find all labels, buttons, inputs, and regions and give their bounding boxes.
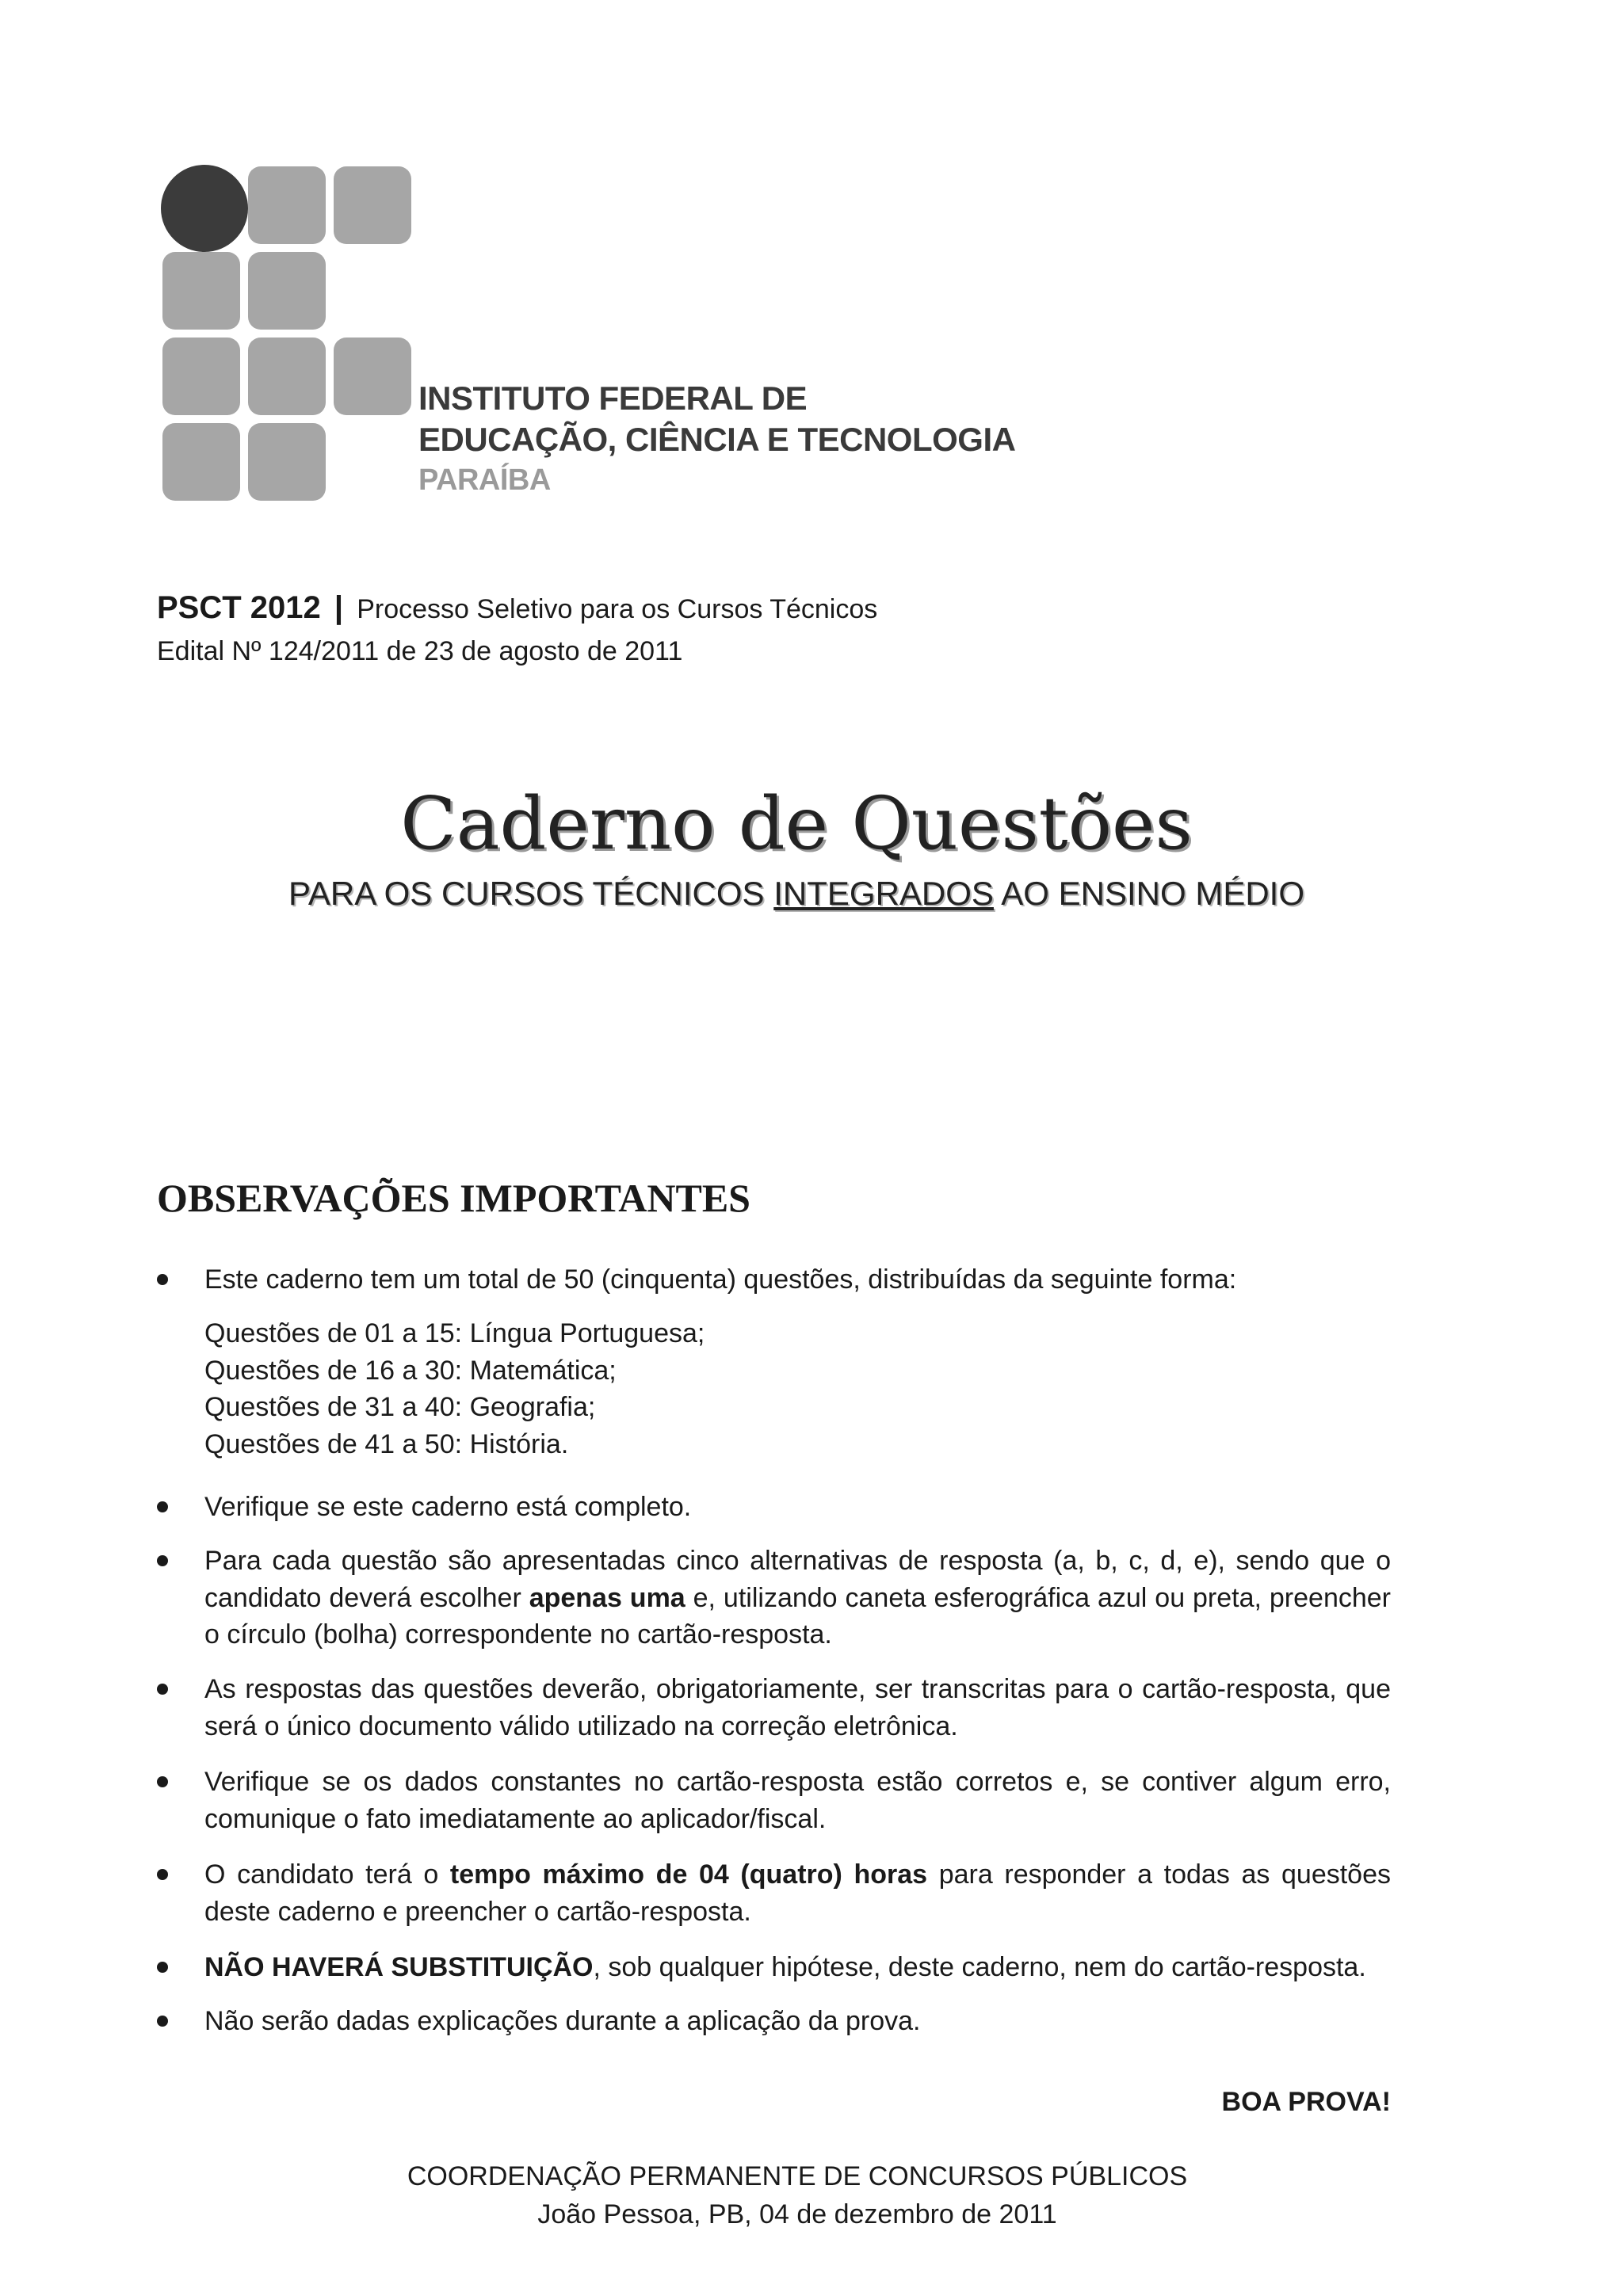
subtitle-underlined: INTEGRADOS: [773, 875, 994, 912]
logo-square: [248, 423, 326, 501]
exam-header: [157, 585, 877, 670]
item6-before: O candidato terá o: [204, 1859, 450, 1890]
document-title: Caderno de Questões: [400, 781, 1193, 866]
document-subtitle: [0, 870, 1593, 917]
footer-place-date: João Pessoa, PB, 04 de dezembro de 2011: [537, 2199, 1057, 2229]
program-line: [157, 585, 877, 632]
observation-item-no-substitution: [204, 1949, 1391, 1986]
program-separator: |: [334, 590, 344, 625]
observation-item-no-explanations: Não serão dadas explicações durante a aplicação da prova.: [204, 2006, 921, 2036]
closing-text: BOA PROVA!: [1221, 2087, 1391, 2117]
bullet-icon: [157, 1501, 168, 1512]
logo-text-line1: INSTITUTO FEDERAL DE: [418, 379, 808, 417]
distribution-item: Questões de 41 a 50: História.: [204, 1428, 569, 1459]
footer-organization: COORDENAÇÃO PERMANENTE DE CONCURSOS PÚBLICOS: [407, 2161, 1188, 2191]
item3-bold: apenas uma: [529, 1582, 685, 1613]
edital-line: Edital Nº 124/2011 de 23 de agosto de 2011: [157, 636, 683, 666]
observation-item-alternatives: [204, 1543, 1391, 1653]
logo-text-line2: EDUCAÇÃO, CIÊNCIA E TECNOLOGIA: [418, 421, 1016, 458]
bullet-icon: [157, 1274, 168, 1285]
program-name: PSCT 2012: [157, 590, 321, 625]
logo-dot-cell: [162, 166, 240, 244]
logo-dark-circle: [161, 165, 248, 252]
item7-bold: NÃO HAVERÁ SUBSTITUIÇÃO: [204, 1952, 594, 1982]
document-footer: [0, 2157, 1594, 2233]
observations-heading: OBSERVAÇÕES IMPORTANTES: [157, 1176, 750, 1220]
logo-square: [248, 338, 326, 415]
item3-after: e, utilizando caneta esferográfica azul ou preta, preencher o círculo (bolha) correspondente no cartão-resposta.: [204, 1582, 1391, 1650]
bullet-icon: [157, 1684, 168, 1695]
observation-item-time: [204, 1856, 1391, 1930]
distribution-item: Questões de 31 a 40: Geografia;: [204, 1392, 596, 1422]
item6-bold: tempo máximo de 04 (quatro) horas: [449, 1859, 928, 1890]
observation-item-check-data: Verifique se os dados constantes no cartão-resposta estão corretos e, se contiver algum erro, comunique o fato imediatamente ao aplicador/fiscal.: [204, 1767, 1391, 1834]
item7-after: , sob qualquer hipótese, deste caderno, nem do cartão-resposta.: [593, 1952, 1366, 1982]
observation-item-verify: Verifique se este caderno está completo.: [204, 1492, 692, 1522]
item3-before: Para cada questão são apresentadas cinco alternativas de resposta (a, b, c, d, e), sendo que o candidato deverá escolher: [204, 1546, 1391, 1613]
logo-square: [334, 338, 411, 415]
subtitle-before: PARA OS CURSOS TÉCNICOS: [288, 875, 774, 912]
distribution-item: Questões de 16 a 30: Matemática;: [204, 1355, 617, 1386]
bullet-icon: [157, 2016, 168, 2027]
bullet-icon: [157, 1869, 168, 1880]
logo-square: [334, 166, 411, 244]
logo-square: [162, 423, 240, 501]
institution-logo: [162, 166, 1034, 507]
bullet-icon: [157, 1776, 168, 1787]
program-description: Processo Seletivo para os Cursos Técnicos: [357, 594, 878, 624]
observation-item-transcribe: As respostas das questões deverão, obrigatoriamente, ser transcritas para o cartão-resposta, que será o único documento válido utilizado na correção eletrônica.: [204, 1674, 1391, 1741]
logo-square: [248, 166, 326, 244]
logo-square: [162, 338, 240, 415]
item6-after: para responder a todas as questões deste caderno e preencher o cartão-resposta.: [204, 1859, 1391, 1927]
logo-square: [162, 252, 240, 330]
bullet-icon: [157, 1962, 168, 1973]
logo-text-line3: PARAÍBA: [418, 463, 551, 497]
subtitle-after: AO ENSINO MÉDIO: [993, 875, 1305, 912]
observation-item-total: Este caderno tem um total de 50 (cinquenta) questões, distribuídas da seguinte forma:: [204, 1264, 1237, 1295]
logo-square: [248, 252, 326, 330]
distribution-item: Questões de 01 a 15: Língua Portuguesa;: [204, 1318, 705, 1348]
question-distribution-list: [204, 1315, 705, 1463]
bullet-icon: [157, 1555, 168, 1566]
